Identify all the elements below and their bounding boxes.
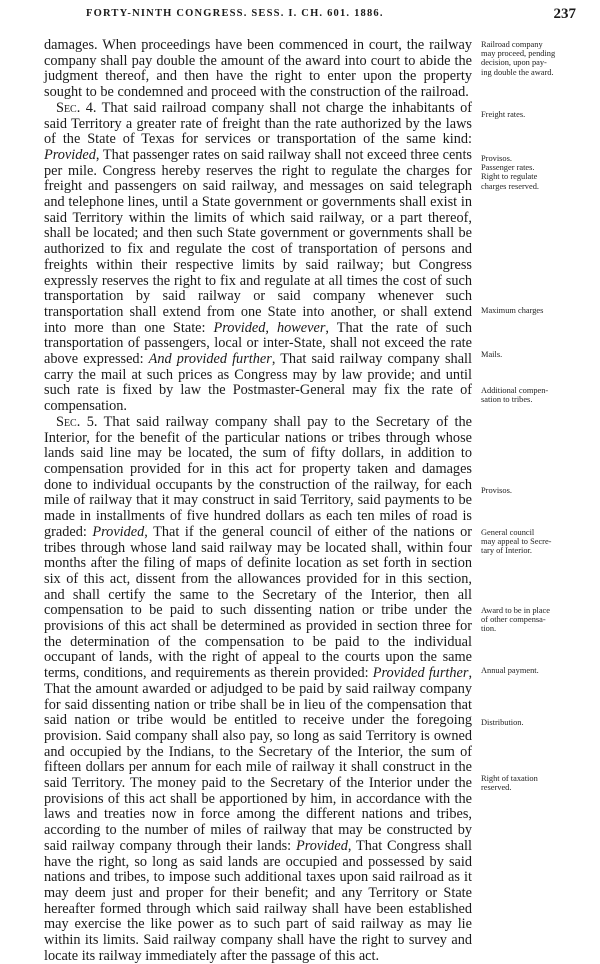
text-run: , That if the general council of either of the nations or tribes through whose land said railway may be located shall, within four months after the filing of maps of definite location as set forth in section six of this act, dissent from the allowances provided for in this section, and shall certify the same to the Secretary of the Interior, then all compensation to be paid to such dissenting nation or tribe under the provisions of this act shall be determined as provided in section three for the determination of the compensation to be paid to the individual occupant of lands, with the right of appeal to the courts upon the same terms, conditions, and requirements as therein provided: — [44, 523, 472, 682]
margin-note-line: Provisos. — [481, 154, 512, 163]
margin-note-line: Additional compen- — [481, 386, 549, 395]
section-label: Sec. 4. — [56, 99, 97, 116]
margin-note-line: tary of Interior. — [481, 546, 532, 556]
text-run: That said railway company shall pay to the Secretary of the Interior, for the benefit of the particular nations or tribes through whose lands said line may be located, the sum of fifty dollars, in addition to compensation provided for in this act for property taken and damages done to individual occupants by the construction of the railway, for each mile of railway that it may construct in said Territory, said payments to be made in installments of five hundred dollars as each ten miles of road is graded: — [44, 413, 472, 540]
text-run: , That Congress shall have the right, so long as said lands are occupied and possessed by said nations and tribes, to impose such additional taxes upon said railroad as it may deem just and proper for their benefit; and any Territory or State hereafter formed through which said railway shall have been established may exercise the like power as to such part of said railway as may lie within its limits. Said railway company shall have the right to survey and locate its railway immediately after the passage of this act. — [44, 837, 472, 964]
section-label: Sec. 5. — [56, 413, 98, 430]
note-maximum-charges — [481, 306, 587, 315]
note-general-council — [481, 528, 587, 556]
margin-note-line: decision, upon pay- — [481, 58, 547, 68]
text-run: damages. When proceedings have been commenced in court, the railway company shall pay double the amount of the award into court to abide the judgment thereof, and then have the right to enter upon the property sought to be condemned and proceed with the construction of the railroad. — [44, 37, 472, 101]
paragraph-damages — [44, 38, 472, 101]
note-annual-payment — [481, 666, 587, 675]
margin-note-line: Maximum charges — [481, 306, 544, 315]
note-award-in-place — [481, 606, 587, 634]
margin-note-line: sation to tribes. — [481, 395, 533, 405]
text-run: , That the rate of such transportation of passengers, local or inter-State, shall not exceed the rate above expressed: — [44, 319, 472, 368]
margin-note-line: Annual payment. — [481, 666, 539, 675]
margin-note-line: Distribution. — [481, 718, 524, 727]
text-run: , That the amount awarded or adjudged to be paid by said railway company for said dissenting nation or tribe shall be in lieu of the compensation that said nation or tribe would be entitled to receive under the foregoing provision. Said company shall also pay, so long as said Territory is owned and occupied by the Indians, to the Secretary of the Interior, the sum of fifteen dollars per annum for each mile of railway it shall construct in the said Territory. The money paid to the Secretary of the Interior under the provisions of this act shall be apportioned by him, in accordance with the laws and treaties now in force among the different nations and tribes, according to the number of miles of railway that may be constructed by said railway company through their lands: — [44, 665, 473, 854]
note-freight-rates — [481, 110, 587, 119]
note-distribution — [481, 718, 587, 727]
running-head: FORTY-NINTH CONGRESS. SESS. I. CH. 601. 1886. — [86, 8, 384, 19]
note-provisos-1 — [481, 154, 587, 191]
note-provisos-2 — [481, 486, 587, 495]
italic-term: Provided further — [372, 665, 469, 682]
italic-term: Provided — [92, 523, 145, 540]
margin-note-line: charges reserved. — [481, 181, 539, 191]
text-run: , That passenger rates on said railway shall not exceed three cents per mile. Congress hereby reserves the right to regulate the charges for freight and passengers on said railway, and messages on said telegraph and telephone lines, until a State government or governments shall exist in said Territory within the limits of which said railway, or a part thereof, shall be located; and then such State government or governments shall be authorized to fix and regulate the cost of transportation of persons and freights within their respective limits by said railway; but Congress expressly reserves the right to fix and regulate at all times the cost of such transportation by said railway or said company whenever such transportation shall extend from one State into another, or shall extend into more than one State: — [44, 146, 472, 336]
margin-note-line: Railroad company — [481, 40, 543, 49]
margin-note-line: reserved. — [481, 783, 512, 793]
text-run: , That said railway company shall carry the mail at such prices as Congress may by law provide; and until such rate is fixed by law the Postmaster-General may fix the rate of compensation. — [44, 351, 472, 415]
margin-note-line: Freight rates. — [481, 110, 526, 119]
margin-note-line: General council — [481, 528, 535, 537]
margin-note-line: of other compensa- — [481, 615, 546, 625]
italic-term: Provided — [295, 837, 348, 854]
italic-term: Provided, however — [213, 319, 326, 336]
margin-note-line: may proceed, pending — [481, 49, 556, 59]
page-number: 237 — [553, 6, 576, 22]
note-railroad-company-may-proceed — [481, 40, 587, 77]
italic-term: Provided — [44, 146, 96, 163]
margin-note-line: Right of taxation — [481, 774, 538, 783]
note-mails — [481, 350, 587, 359]
margin-note-line: tion. — [481, 624, 497, 634]
paragraph-section-5 — [44, 415, 472, 964]
margin-note-line: Passenger rates. — [481, 163, 535, 173]
note-additional-compensation — [481, 386, 587, 404]
paragraph-section-4 — [44, 101, 472, 415]
italic-term: And provided further — [148, 351, 272, 368]
note-right-of-taxation — [481, 774, 587, 792]
running-header — [44, 8, 580, 24]
statute-text — [44, 38, 472, 964]
margin-note-line: Right to regulate — [481, 172, 538, 182]
margin-note-line: Mails. — [481, 350, 503, 359]
margin-note-line: may appeal to Secre- — [481, 537, 552, 547]
margin-note-line: Award to be in place — [481, 606, 550, 615]
margin-note-line: ing double the award. — [481, 67, 554, 77]
margin-note-line: Provisos. — [481, 486, 512, 495]
text-run: That said railroad company shall not charge the inhabitants of said Territory a greater rate of freight than the rate authorized by the laws of the State of Texas for services or transportation of the same kind: — [44, 99, 472, 148]
